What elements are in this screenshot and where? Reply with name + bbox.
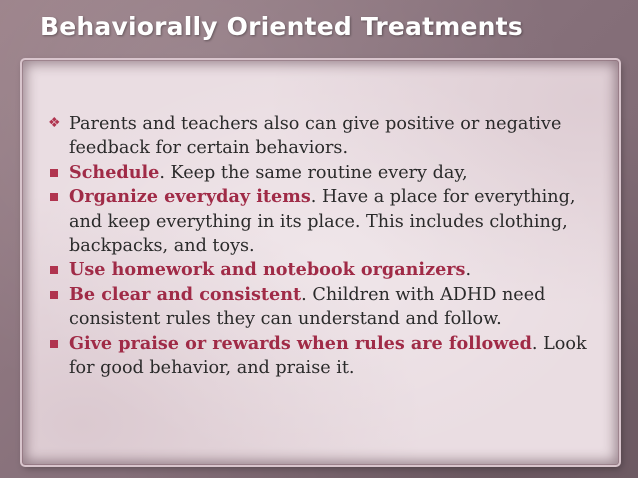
bullet-text: . Have a place for everything, and keep everything in its place. This includes clothing, backpacks, and toys. (69, 187, 576, 257)
slide-title: Behaviorally Oriented Treatments (40, 12, 523, 41)
square-bullet-icon (50, 266, 58, 274)
diamond-bullet-icon: ❖ (48, 115, 61, 131)
square-bullet-icon (50, 291, 58, 299)
square-bullet-icon (50, 169, 58, 177)
square-bullet-icon (50, 340, 58, 348)
bullet-item (48, 258, 608, 282)
bullet-heading: Use homework and notebook organizers (69, 259, 466, 281)
bullet-item (48, 161, 608, 185)
bullet-text: Parents and teachers also can give positive or negative feedback for certain behaviors. (69, 114, 562, 159)
bullet-list (48, 112, 608, 380)
square-bullet-icon (50, 193, 58, 201)
bullet-item (48, 283, 608, 332)
bullet-heading: Schedule (69, 161, 160, 183)
bullet-heading: Give praise or rewards when rules are followed (69, 332, 532, 354)
bullet-item (48, 332, 608, 381)
bullet-heading: Be clear and consistent (69, 283, 302, 305)
bullet-text: . Children with ADHD need consistent rules they can understand and follow. (69, 284, 546, 330)
bullet-text: . (465, 260, 472, 281)
bullet-item (48, 185, 608, 258)
bullet-text: . Look for good behavior, and praise it. (69, 333, 587, 379)
bullet-item (48, 112, 608, 161)
bullet-heading: Organize everyday items (69, 186, 311, 208)
bullet-text: . Keep the same routine every day, (159, 162, 468, 183)
